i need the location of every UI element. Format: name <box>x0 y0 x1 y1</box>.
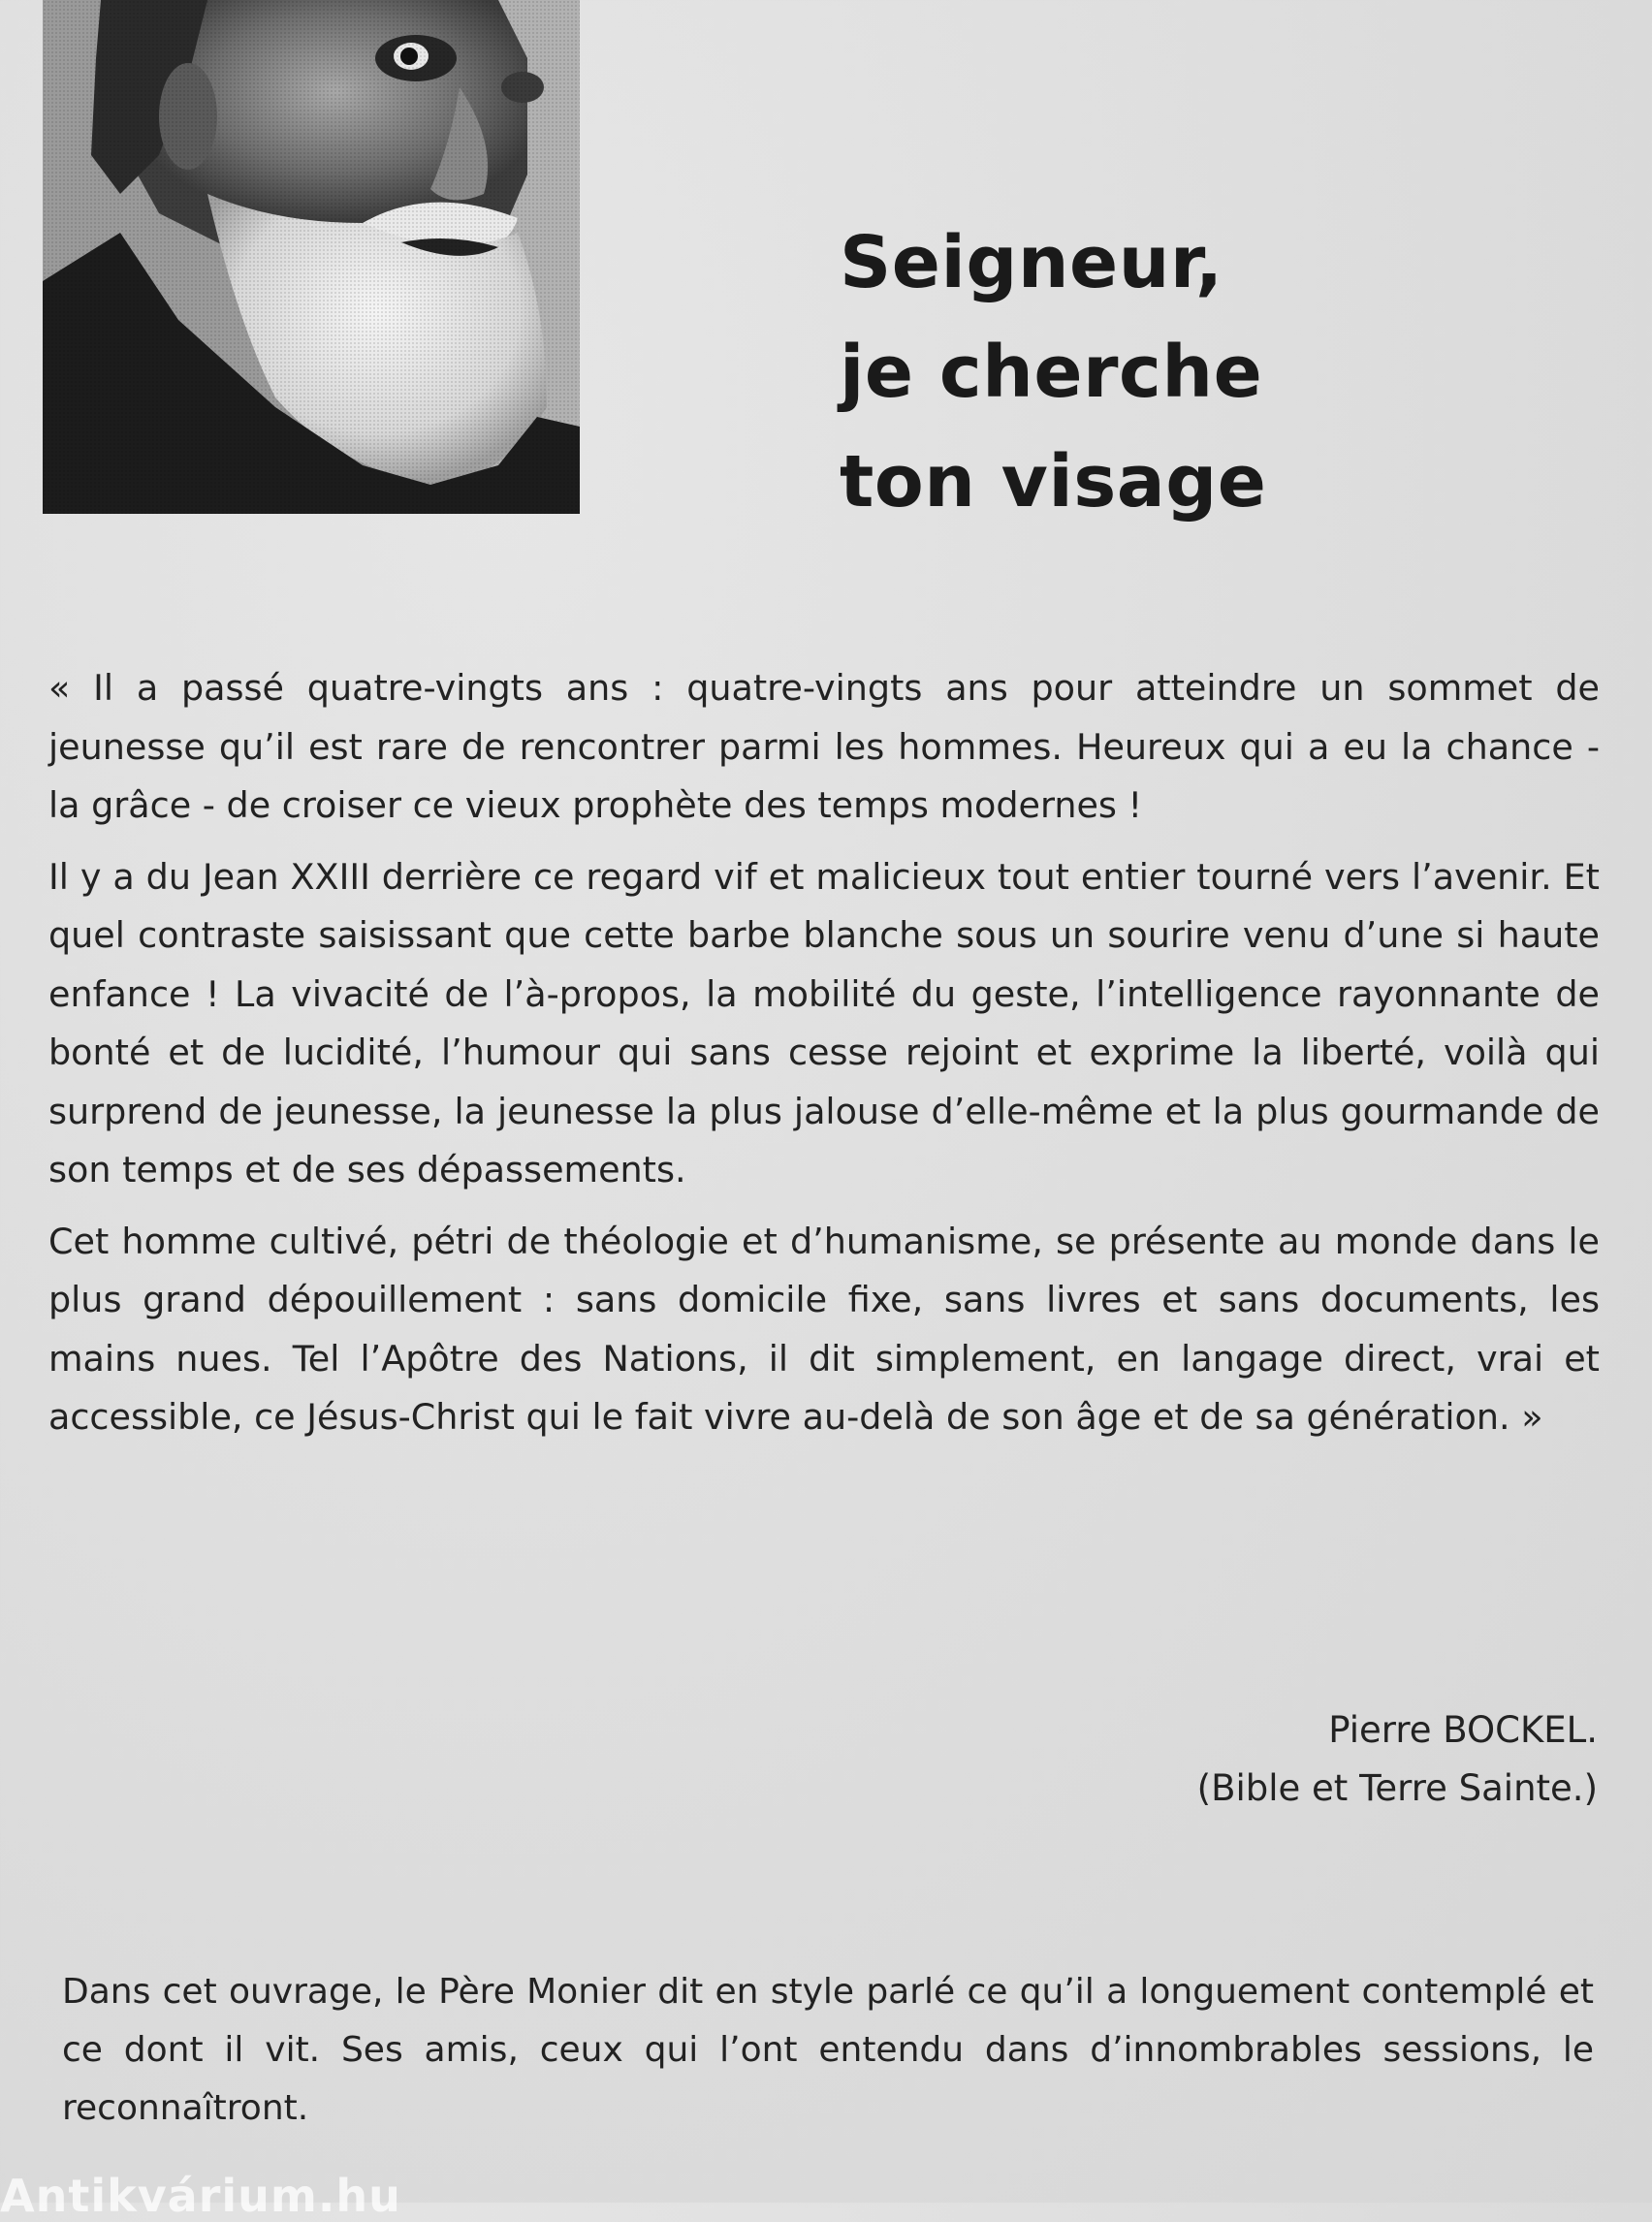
description-text: Dans cet ouvrage, le Père Monier dit en style parlé ce qu’il a longuement contemplé et ce dont il vit. Ses amis, ceux qui l’ont entendu dans d’innombrables sessions, le reconnaîtront. <box>62 1972 1594 2128</box>
title-line-2: je cherche <box>840 331 1263 414</box>
portrait-image <box>43 0 580 514</box>
book-title <box>840 208 1382 537</box>
quote-paragraph-2: Il y a du Jean XXIII derrière ce regard vif et malicieux tout entier tourné vers l’avenir. Et quel contraste saisissant que cette barbe blanche sous un sourire venu d’une si haute enfance ! La vivacité de l’à-propos, la mobilité du geste, l’intelligence rayonnante de bonté et de lucidité, l’humour qui sans cesse rejoint et exprime la liberté, voilà qui surprend de jeunesse, la jeunesse la plus jalouse d’elle-même et la plus gourmande de son temps et de ses dépassements. <box>48 855 1600 1190</box>
review-quote <box>48 659 1600 1460</box>
quote-paragraph-1: « Il a passé quatre-vingts ans : quatre-vingts ans pour atteindre un sommet de jeunesse qu’il est rare de rencontrer parmi les hommes. Heureux qui a eu la chance - la grâce - de croiser ce vieux prophète des temps modernes ! <box>48 667 1600 826</box>
quote-paragraph-3: Cet homme cultivé, pétri de théologie et d’humanisme, se présente au monde dans le plus grand dépouillement : sans domicile fixe, sans livres et sans documents, les mains nues. Tel l’Apôtre des Nations, il dit simplement, en langage direct, vrai et accessible, ce Jésus-Christ qui le fait vivre au-delà de son âge et de sa génération. » <box>48 1220 1600 1438</box>
quote-attribution <box>1197 1701 1598 1818</box>
attribution-source: (Bible et Terre Sainte.) <box>1196 1767 1598 1809</box>
title-line-3: ton visage <box>840 440 1267 524</box>
title-line-1: Seigneur, <box>840 221 1223 304</box>
book-description <box>62 1963 1594 2138</box>
site-watermark: Antikvárium.hu <box>0 2170 401 2222</box>
author-portrait-photo <box>43 0 580 514</box>
attribution-author: Pierre BOCKEL. <box>1328 1709 1598 1751</box>
